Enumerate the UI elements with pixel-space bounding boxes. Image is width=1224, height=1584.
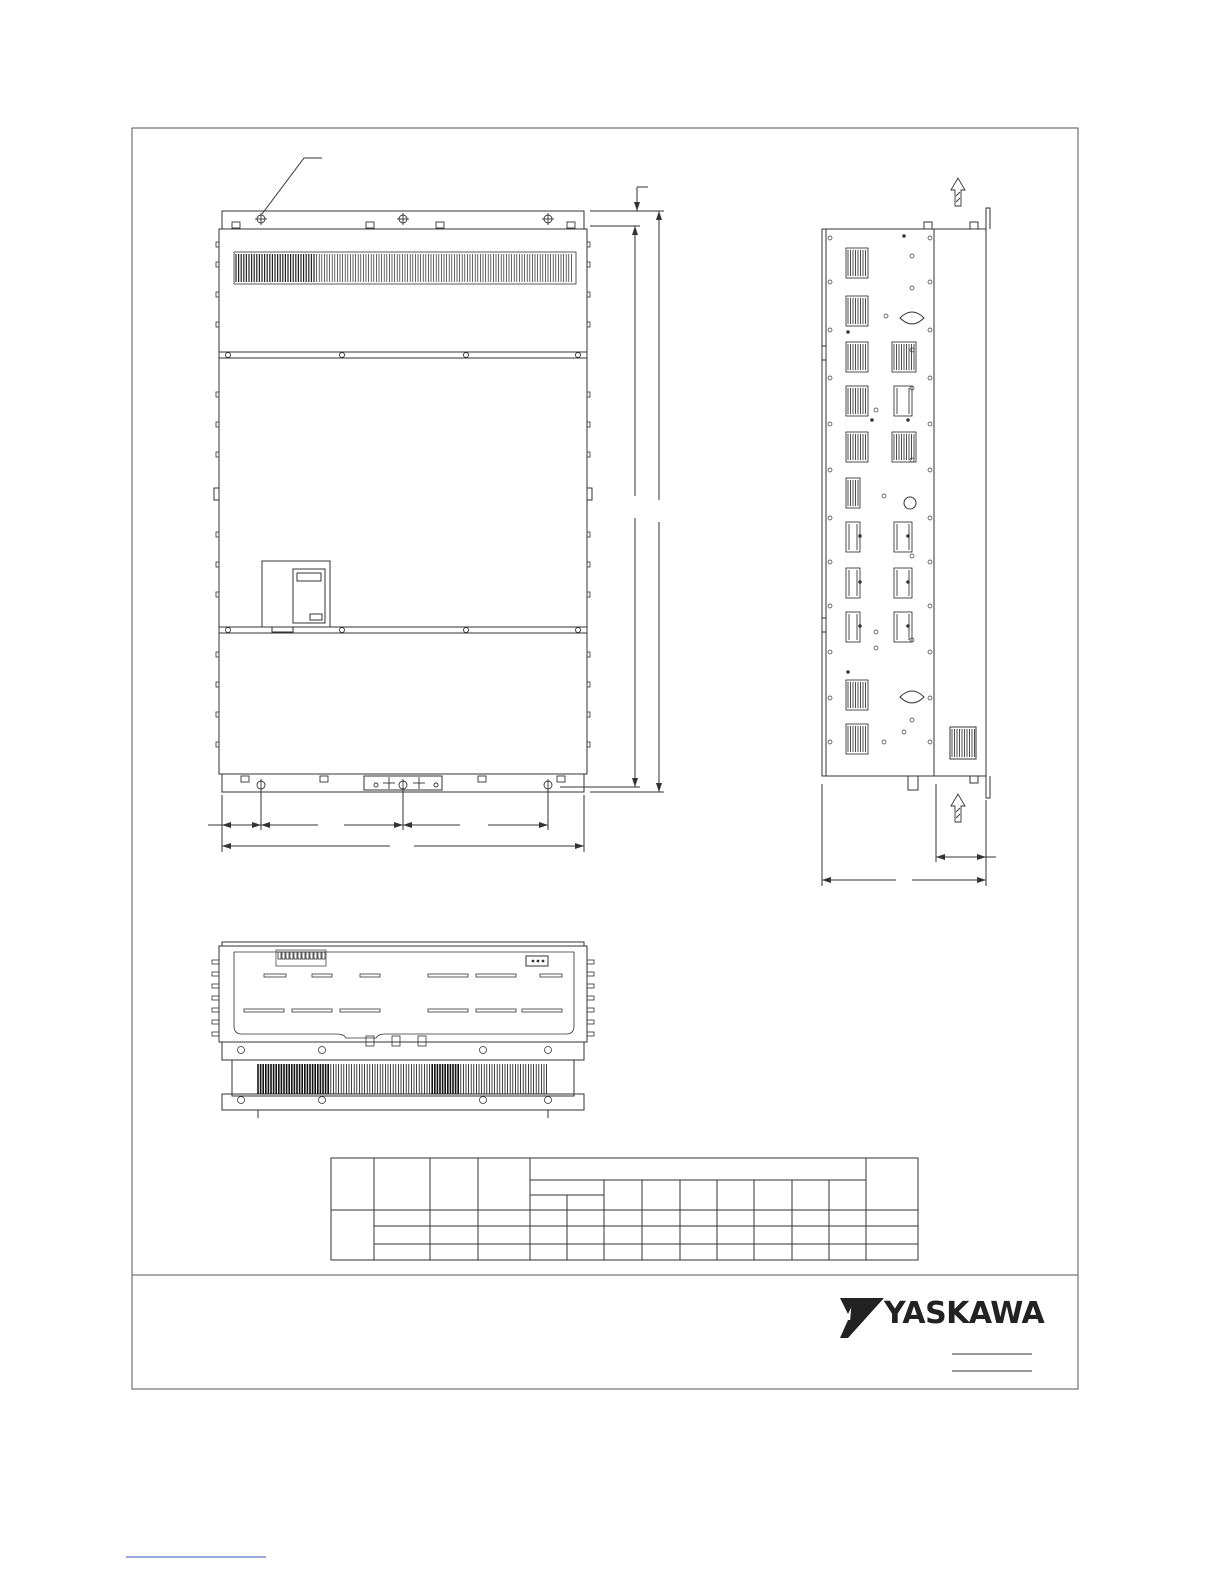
side-bolt [587, 1032, 594, 1036]
dimension-table [331, 1158, 918, 1260]
slot [264, 974, 286, 977]
vent-grille [846, 680, 868, 710]
side-bolt [212, 1008, 219, 1012]
mounting-hole [545, 1097, 552, 1104]
terminal-pin [318, 952, 321, 959]
terminal-pin [294, 952, 297, 959]
screw-hole [928, 516, 932, 520]
terminal-pin [278, 952, 281, 959]
vent-slot-panel [846, 612, 860, 642]
screw-hole [828, 650, 832, 654]
mounting-hole [319, 1097, 326, 1104]
slot [428, 1009, 468, 1012]
rivet [859, 581, 862, 584]
title-block-lines [952, 1354, 1032, 1371]
mounting-hole [480, 1047, 487, 1054]
mounting-hole [238, 1047, 245, 1054]
mounting-hole [545, 1047, 552, 1054]
screw-hole [910, 254, 914, 258]
screw-hole [828, 740, 832, 744]
yaskawa-logo [840, 1296, 1046, 1338]
slot [244, 1009, 284, 1012]
mounting-hole [238, 1097, 245, 1104]
screw-hole [910, 348, 914, 352]
screw-hole [928, 696, 932, 700]
side-bolt [212, 1032, 219, 1036]
screw-hole [828, 696, 832, 700]
screw-hole [910, 554, 914, 558]
screw-hole [928, 604, 932, 608]
screw-hole [874, 646, 878, 650]
front-view-side-bolts [216, 242, 590, 747]
mounting-hole [480, 1097, 487, 1104]
vent-grille [846, 432, 868, 462]
terminal-lug [366, 1036, 374, 1046]
screw-hole [882, 740, 886, 744]
slot [428, 974, 468, 977]
front-view-mounting-holes [226, 213, 581, 791]
screw-hole [828, 516, 832, 520]
terminal-pin [290, 952, 293, 959]
terminal-pin [286, 952, 289, 959]
mounting-hole [319, 1047, 326, 1054]
vent-grille [846, 248, 868, 278]
screw-hole [828, 422, 832, 426]
rivet [871, 419, 874, 422]
side-bolt [587, 984, 594, 988]
screw-hole [928, 376, 932, 380]
terminal-pin [282, 952, 285, 959]
screw-hole [884, 314, 888, 318]
side-view-dimensions [822, 784, 996, 886]
side-bolt [212, 960, 219, 964]
screw-hole [828, 468, 832, 472]
rivet [847, 671, 850, 674]
side-view-dimension-arrows [822, 854, 986, 883]
side-view [822, 208, 990, 798]
slot [360, 974, 380, 977]
screw-hole [828, 560, 832, 564]
vent-slot-panel [846, 522, 860, 552]
screw-hole [828, 280, 832, 284]
terminal-pin [306, 952, 309, 959]
rivet [907, 625, 910, 628]
screw-hole [928, 468, 932, 472]
screw-hole [928, 422, 932, 426]
screw-hole [828, 236, 832, 240]
sheet-border [132, 128, 1078, 1389]
screw-hole [928, 740, 932, 744]
screw-hole [828, 604, 832, 608]
screw-hole [928, 560, 932, 564]
slot [292, 1009, 332, 1012]
front-view-dimensions [208, 187, 664, 852]
vent-grille [846, 342, 868, 372]
screw-hole [874, 630, 878, 634]
connector-pin [532, 960, 534, 962]
screw-hole [910, 286, 914, 290]
mounting-hole-leader-line [262, 158, 322, 214]
terminal-pin [314, 952, 317, 959]
terminal-pin [298, 952, 301, 959]
side-bolt [587, 996, 594, 1000]
screw-hole [828, 328, 832, 332]
screw-hole [910, 458, 914, 462]
vent-grille [846, 724, 868, 754]
rivet [907, 535, 910, 538]
vent-grille [846, 386, 868, 416]
terminal-pin [310, 952, 313, 959]
yaskawa-wordmark: YASKAWA [884, 1296, 1045, 1331]
side-bolt [212, 996, 219, 1000]
airflow-arrow-bottom-icon [951, 794, 965, 822]
screw-hole [882, 494, 886, 498]
slot [522, 1009, 562, 1012]
front-view [214, 211, 592, 792]
screw-hole [928, 650, 932, 654]
screw-hole [928, 280, 932, 284]
side-bolt [587, 972, 594, 976]
screw-hole [928, 328, 932, 332]
slot [340, 1009, 380, 1012]
screw-hole [828, 376, 832, 380]
terminal-pin [302, 952, 305, 959]
screw-hole [902, 730, 906, 734]
terminal-lug [418, 1036, 426, 1046]
rivet [859, 625, 862, 628]
connector-pin [542, 960, 544, 962]
yaskawa-logo-mark-icon [840, 1298, 884, 1338]
front-view-vent-fins [236, 254, 571, 282]
rivet [907, 581, 910, 584]
side-view-holes [828, 235, 932, 744]
slot [312, 974, 332, 977]
top-view-details [212, 952, 594, 1104]
rivet [859, 535, 862, 538]
rivet [907, 419, 910, 422]
side-bolt [587, 1020, 594, 1024]
screw-hole [874, 408, 878, 412]
rivet [903, 235, 906, 238]
rivet [847, 331, 850, 334]
slot [540, 974, 562, 977]
vent-grille [846, 296, 868, 326]
connector-pin [537, 960, 539, 962]
side-bolt [212, 972, 219, 976]
terminal-pin [322, 952, 325, 959]
screw-hole [910, 718, 914, 722]
side-bolt [587, 1008, 594, 1012]
top-view-heatsink-fins [258, 1064, 547, 1094]
vent-slot-panel [846, 568, 860, 598]
airflow-arrow-top-icon [951, 178, 965, 206]
slot [476, 1009, 516, 1012]
terminal-lug [392, 1036, 400, 1046]
front-view-dimension-arrows [222, 202, 662, 849]
screw-hole [928, 236, 932, 240]
side-bolt [212, 1020, 219, 1024]
slot [476, 974, 516, 977]
side-bolt [587, 960, 594, 964]
side-bolt [212, 984, 219, 988]
